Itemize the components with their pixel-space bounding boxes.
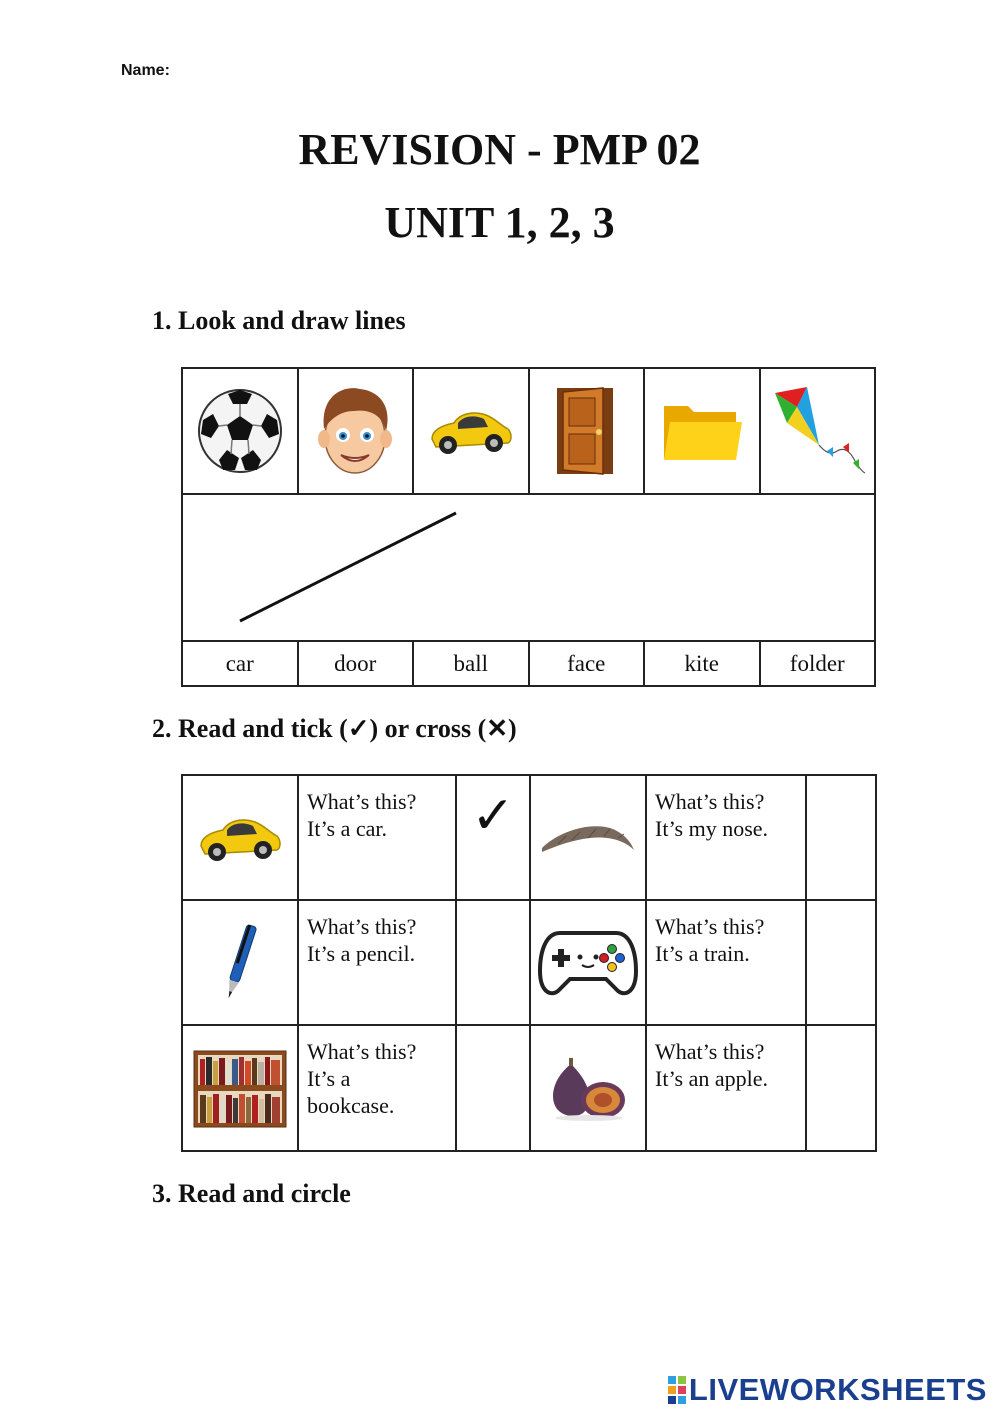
- table-row: [183, 901, 875, 1026]
- question-cell: [647, 776, 807, 899]
- bookcase-icon: [192, 1049, 288, 1129]
- question-cell: [647, 901, 807, 1024]
- logo-mark-icon: [668, 1376, 686, 1404]
- section-1-heading: 1. Look and draw lines: [152, 306, 406, 335]
- game-controller-icon: [538, 927, 638, 999]
- fig-icon: [545, 1056, 631, 1122]
- answer-text: It’s a train.: [655, 941, 750, 966]
- page-title: REVISION - PMP 02: [298, 125, 701, 174]
- question-cell: [299, 776, 457, 899]
- answer-box[interactable]: [807, 1026, 875, 1151]
- toy-car-icon: [197, 810, 283, 866]
- question-text: What’s this?: [307, 1039, 417, 1064]
- picture-cell: [183, 776, 299, 899]
- pen-icon: [220, 922, 260, 1004]
- word-cell[interactable]: kite: [645, 642, 761, 685]
- picture-cell: [183, 1026, 299, 1151]
- section-3-heading: 3. Read and circle: [152, 1179, 351, 1208]
- word-cell[interactable]: door: [299, 642, 415, 685]
- question-text: What’s this?: [655, 914, 765, 939]
- answer-box[interactable]: [457, 1026, 531, 1151]
- answer-text: It’s a pencil.: [307, 941, 416, 966]
- word-cell[interactable]: face: [530, 642, 646, 685]
- matching-table: [181, 367, 876, 687]
- answer-box[interactable]: ✓: [457, 776, 531, 899]
- liveworksheets-logo: [668, 1372, 987, 1408]
- answer-text: It’s a: [307, 1066, 351, 1091]
- answer-box[interactable]: [807, 901, 875, 1024]
- question-text: What’s this?: [655, 1039, 765, 1064]
- question-cell: [647, 1026, 807, 1151]
- picture-cell: [531, 901, 647, 1024]
- logo-text: LIVEWORKSHEETS: [688, 1372, 987, 1407]
- question-text: What’s this?: [655, 789, 765, 814]
- answer-box[interactable]: [807, 776, 875, 899]
- tick-cross-table: [181, 774, 877, 1152]
- question-cell: [299, 1026, 457, 1151]
- answer-text: It’s a car.: [307, 816, 388, 841]
- name-label: Name:: [121, 62, 170, 79]
- picture-cell: [531, 1026, 647, 1151]
- answer-text: bookcase.: [307, 1093, 395, 1118]
- word-cell[interactable]: ball: [414, 642, 530, 685]
- word-cell[interactable]: folder: [789, 650, 845, 676]
- table-row: [183, 776, 875, 901]
- question-text: What’s this?: [307, 789, 417, 814]
- answer-text: It’s an apple.: [655, 1066, 769, 1091]
- picture-cell: [183, 901, 299, 1024]
- question-text: What’s this?: [307, 914, 417, 939]
- table-row: [183, 1026, 875, 1151]
- page-subtitle: UNIT 1, 2, 3: [384, 198, 615, 247]
- eyebrow-icon: [538, 818, 638, 858]
- word-row: [183, 640, 874, 685]
- question-cell: [299, 901, 457, 1024]
- picture-cell: [531, 776, 647, 899]
- word-cell[interactable]: car: [183, 642, 299, 685]
- answer-text: It’s my nose.: [655, 816, 769, 841]
- drawn-matching-line: [183, 369, 874, 685]
- answer-box[interactable]: [457, 901, 531, 1024]
- section-2-heading: 2. Read and tick (✓) or cross (✕): [152, 714, 517, 743]
